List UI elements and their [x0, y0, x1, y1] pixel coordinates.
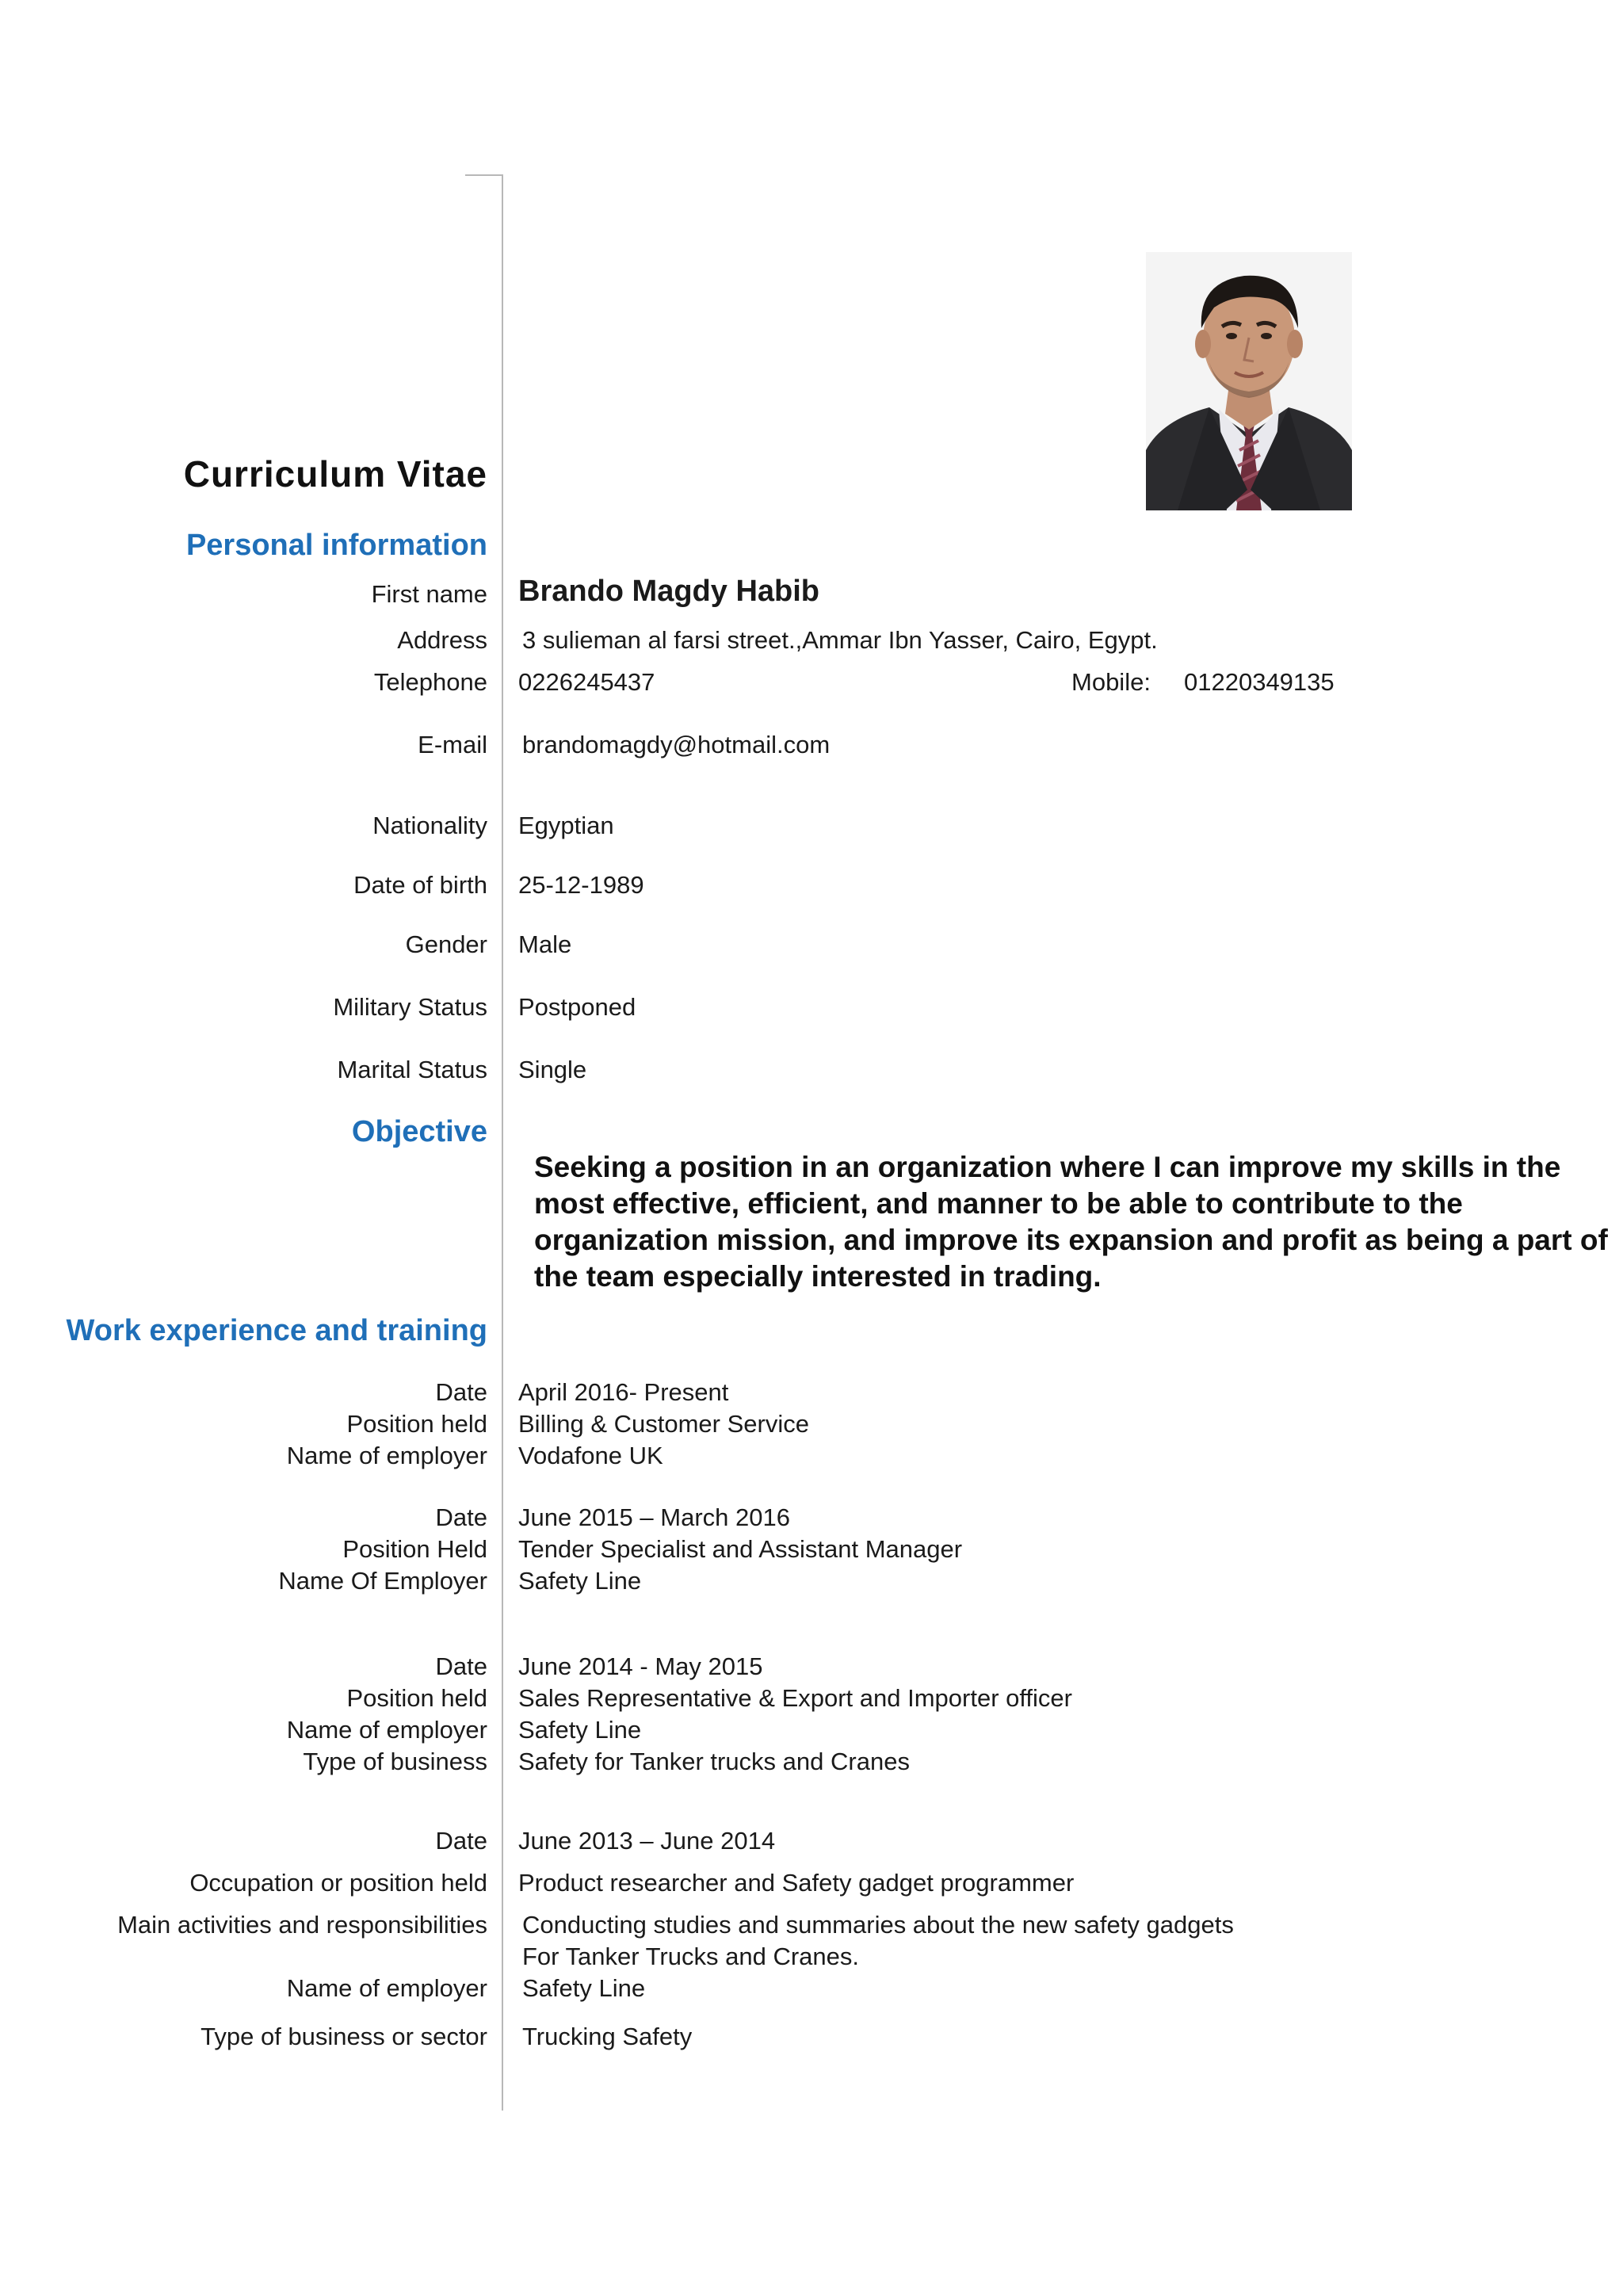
job-date-label: Date [435, 1827, 487, 1855]
email-label: E-mail [418, 731, 487, 758]
profile-photo [1146, 252, 1352, 510]
job-employer-label: Name Of Employer [278, 1567, 487, 1595]
objective-line: Seeking a position in an organization where I can improve my skills in the [534, 1151, 1561, 1183]
job-business: Trucking Safety [522, 2023, 693, 2050]
job-position-label: Position Held [342, 1535, 487, 1563]
cv-title: Curriculum Vitae [183, 453, 487, 495]
divider-top-tick [465, 174, 503, 176]
job-date: June 2013 – June 2014 [518, 1827, 776, 1855]
job-date: June 2015 – March 2016 [518, 1503, 790, 1531]
military-status-label: Military Status [333, 993, 487, 1021]
job-employer-label: Name of employer [286, 1442, 487, 1469]
address-label: Address [397, 626, 487, 654]
job-business-label: Type of business or sector [200, 2023, 487, 2050]
job-date: April 2016- Present [518, 1378, 729, 1406]
section-work-experience: Work experience and training [66, 1314, 487, 1347]
job-date: June 2014 - May 2015 [518, 1652, 763, 1680]
job-position: Tender Specialist and Assistant Manager [518, 1535, 963, 1563]
military-status-value: Postponed [518, 993, 636, 1021]
objective-line: the team especially interested in trading. [534, 1260, 1102, 1293]
marital-status-value: Single [518, 1056, 587, 1083]
gender-label: Gender [405, 930, 487, 958]
telephone-value: 0226245437 [518, 668, 655, 696]
job-business-label: Type of business [303, 1748, 487, 1775]
job-employer: Safety Line [522, 1974, 646, 2002]
objective-text [534, 1149, 1608, 1295]
dob-label: Date of birth [353, 871, 487, 899]
dob-value: 25-12-1989 [518, 871, 644, 899]
job-employer-label: Name of employer [286, 1974, 487, 2002]
mobile-label: Mobile: [1071, 668, 1151, 696]
gender-value: Male [518, 930, 572, 958]
job-date-label: Date [435, 1503, 487, 1531]
job-position: Billing & Customer Service [518, 1410, 809, 1438]
job-activities-label: Main activities and responsibilities [117, 1911, 487, 1939]
first-name-label: First name [371, 580, 487, 608]
nationality-value: Egyptian [518, 812, 614, 839]
job-business: Safety for Tanker trucks and Cranes [518, 1748, 910, 1775]
job-date-label: Date [435, 1652, 487, 1680]
address-value: 3 sulieman al farsi street.,Ammar Ibn Yasser, Cairo, Egypt. [522, 626, 1158, 654]
job-position: Product researcher and Safety gadget programmer [518, 1869, 1075, 1897]
first-name-value: Brando Magdy Habib [518, 575, 820, 608]
objective-line: organization mission, and improve its expansion and profit as being a part of [534, 1224, 1608, 1256]
mobile-value: 01220349135 [1184, 668, 1335, 696]
objective-line: most effective, efficient, and manner to be able to contribute to the [534, 1187, 1463, 1220]
job-position-label: Position held [346, 1410, 487, 1438]
job-employer: Safety Line [518, 1567, 642, 1595]
job-date-label: Date [435, 1378, 487, 1406]
job-employer-label: Name of employer [286, 1716, 487, 1744]
nationality-label: Nationality [372, 812, 487, 839]
job-employer: Vodafone UK [518, 1442, 663, 1469]
vertical-divider [502, 174, 503, 2111]
email-value[interactable]: brandomagdy@hotmail.com [522, 731, 831, 758]
job-activities-line: Conducting studies and summaries about the new safety gadgets [522, 1911, 1234, 1939]
marital-status-label: Marital Status [337, 1056, 487, 1083]
section-objective: Objective [351, 1115, 487, 1148]
section-personal-information: Personal information [185, 529, 487, 562]
job-position-label: Occupation or position held [189, 1869, 487, 1897]
job-position-label: Position held [346, 1684, 487, 1712]
telephone-label: Telephone [373, 668, 487, 696]
job-position: Sales Representative & Export and Importer officer [518, 1684, 1072, 1712]
job-employer: Safety Line [518, 1716, 642, 1744]
job-activities-line: For Tanker Trucks and Cranes. [522, 1943, 859, 1970]
